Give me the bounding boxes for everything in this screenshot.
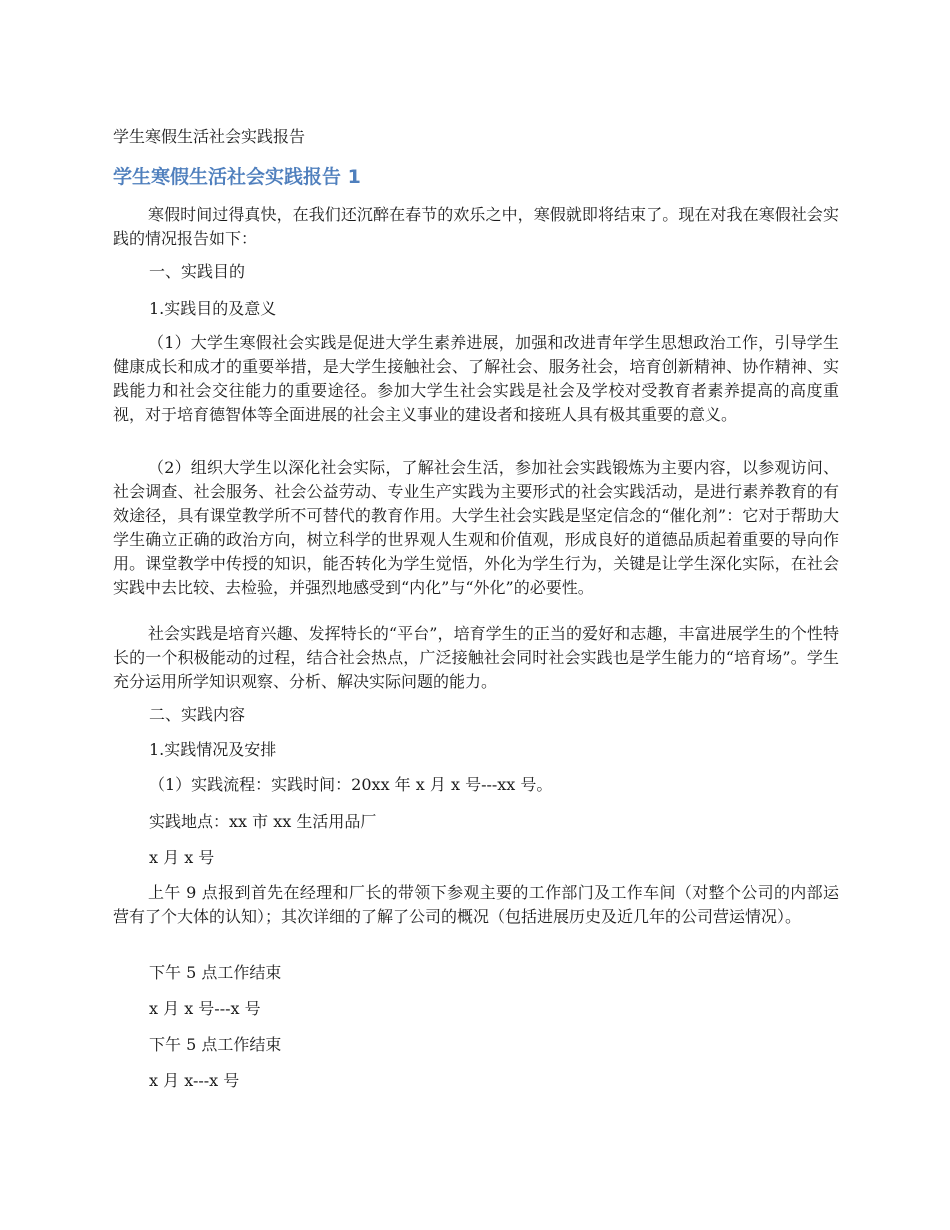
intro-paragraph: 寒假时间过得真快，在我们还沉醉在春节的欢乐之中，寒假就即将结束了。现在对我在寒假社会实践的情况报告如下：	[113, 205, 839, 248]
paragraph-purpose-2: （2）组织大学生以深化社会实际，了解社会生活，参加社会实践锻炼为主要内容，以参观访问、社会调查、社会服务、社会公益劳动、专业生产实践为主要形式的社会实践活动，是进行素养教育的有效途径，具有课堂教学所不可替代的教育作用。大学生社会实践是坚定信念的“催化剂”：它对于帮助大学生确立正确的政治方向，树立科学的世界观人生观和价值观，形成良好的道德品质起着重要的导向作用。课堂教学中传授的知识，能否转化为学生觉悟，外化为学生行为，关键是让学生深化实际，在社会实践中去比较、去检验，并强烈地感受到“内化”与“外化”的必要性。	[113, 458, 839, 597]
practice-location-line: 实践地点：xx 市 xx 生活用品厂	[149, 812, 377, 831]
section-heading-content: 二、实践内容	[149, 705, 246, 724]
document-title: 学生寒假生活社会实践报告	[113, 127, 306, 146]
section-heading-purpose: 一、实践目的	[149, 262, 246, 281]
date-range-line-2: x 月 x---x 号	[149, 1071, 240, 1090]
paragraph-practice-platform: 社会实践是培育兴趣、发挥特长的“平台”，培育学生的正当的爱好和志趣，丰富进展学生的个性特长的一个积极能动的过程，结合社会热点，广泛接触社会同时社会实践也是学生能力的“培育场”。学生充分运用所学知识观察、分析、解决实际问题的能力。	[113, 624, 839, 691]
date-line-1: x 月 x 号	[149, 848, 215, 867]
date-range-line-1: x 月 x 号---x 号	[149, 999, 261, 1018]
end-time-line-1: 下午 5 点工作结束	[149, 963, 282, 982]
paragraph-purpose-1: （1）大学生寒假社会实践是促进大学生素养进展，加强和改进青年学生思想政治工作，引导学生健康成长和成才的重要举措，是大学生接触社会、了解社会、服务社会，培育创新精神、协作精神、实践能力和社会交往能力的重要途径。参加大学生社会实践是社会及学校对受教育者素养提高的高度重视，对于培育德智体等全面进展的社会主义事业的建设者和接班人具有极其重要的意义。	[113, 333, 839, 424]
paragraph-morning-schedule: 上午 9 点报到首先在经理和厂长的带领下参观主要的工作部门及工作车间（对整个公司的内部运营有了个大体的认知）；其次详细的了解了公司的概况（包括进展历史及近几年的公司营运情况）。	[113, 883, 839, 926]
subheading-arrangement: 1.实践情况及安排	[149, 740, 277, 759]
practice-time-line: （1）实践流程：实践时间：20xx 年 x 月 x 号---xx 号。	[149, 775, 553, 794]
end-time-line-2: 下午 5 点工作结束	[149, 1035, 282, 1054]
section-heading: 学生寒假生活社会实践报告 1	[113, 166, 361, 188]
subheading-purpose-meaning: 1.实践目的及意义	[149, 299, 277, 318]
